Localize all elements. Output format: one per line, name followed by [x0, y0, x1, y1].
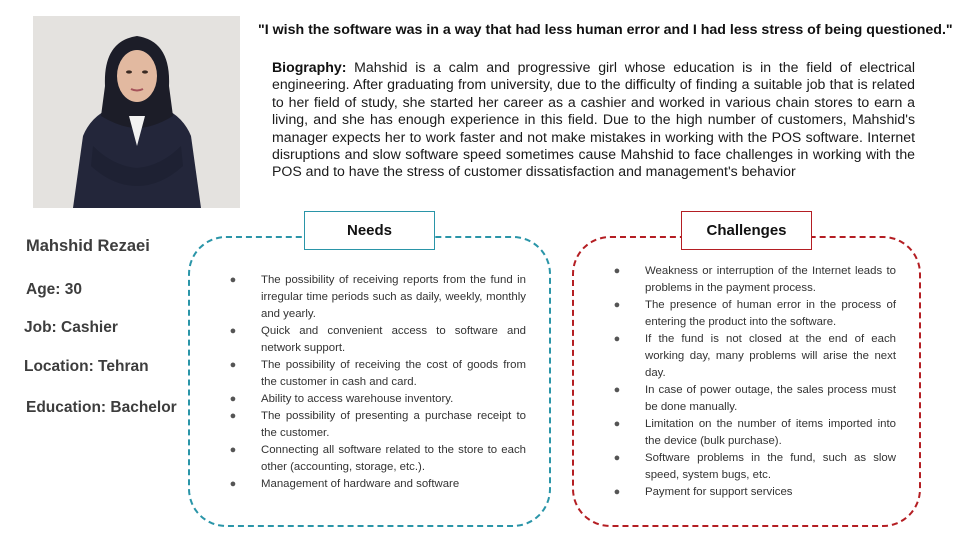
persona-age: Age: 30 — [26, 281, 82, 298]
bullet-icon: ● — [229, 410, 237, 422]
persona-photo — [33, 16, 240, 208]
bullet-icon: ● — [613, 333, 621, 345]
challenges-item: ● The presence of human error in the process of entering the product into the software. — [613, 299, 896, 328]
bullet-icon: ● — [229, 444, 237, 456]
bullet-icon: ● — [229, 274, 237, 286]
bullet-icon: ● — [613, 452, 621, 464]
persona-location: Location: Tehran — [24, 358, 149, 375]
needs-item: ● Ability to access warehouse inventory. — [228, 391, 526, 408]
bullet-icon: ● — [229, 325, 237, 337]
needs-item: ● The possibility of presenting a purchase receipt to the customer. — [229, 410, 526, 439]
bullet-icon: ● — [613, 418, 621, 430]
challenges-item: ● If the fund is not closed at the end of each working day, many problems will arise the next day. — [613, 333, 896, 379]
needs-item: ● The possibility of receiving the cost of goods from the customer in cash and card. — [229, 359, 526, 388]
bullet-icon: ● — [229, 393, 237, 405]
needs-item: ● Connecting all software related to the store to each other (accounting, storage, etc.). — [229, 444, 526, 473]
needs-item: ● Quick and convenient access to software and network support. — [229, 325, 526, 354]
persona-portrait-icon — [33, 16, 240, 208]
biography-label: Biography: — [272, 59, 347, 75]
needs-list — [228, 272, 526, 493]
challenges-item: ● In case of power outage, the sales process must be done manually. — [613, 384, 896, 413]
challenges-item: ● Payment for support services — [612, 484, 896, 501]
biography-text: Mahshid is a calm and progressive girl whose education is in the field of electrical engineering. After graduating from university, due to the difficulty of finding a suitable job that is related to her field of study, she started her career as a cashier and worked in various chain stores to earn a living, and she has enough experience in this field. Due to the high number of customers, Mahshid's manager expects her to work faster and not make mistakes in working with the POS software. Internet disruptions and slow software speed sometimes cause Mahshid to face challenges in working with the POS and to have the stress of customer dissatisfaction and management's behavior — [272, 59, 915, 180]
bullet-icon: ● — [229, 359, 237, 371]
biography — [272, 59, 915, 181]
bullet-icon: ● — [613, 265, 621, 277]
needs-title: Needs — [304, 211, 435, 250]
challenges-list — [612, 263, 896, 501]
challenges-item: ● Software problems in the fund, such as slow speed, system bugs, etc. — [613, 452, 896, 481]
persona-quote: "I wish the software was in a way that had less human error and I had less stress of being questioned." — [258, 22, 953, 38]
persona-name: Mahshid Rezaei — [26, 237, 150, 255]
challenges-item: ● Weakness or interruption of the Internet leads to problems in the payment process. — [613, 265, 896, 294]
bullet-icon: ● — [613, 384, 621, 396]
needs-item: ● Management of hardware and software — [228, 476, 526, 493]
challenges-item: ● Limitation on the number of items imported into the device (bulk purchase). — [613, 418, 896, 447]
persona-job: Job: Cashier — [24, 319, 118, 336]
needs-item: ● The possibility of receiving reports from the fund in irregular time periods such as daily, weekly, monthly and yearly. — [229, 274, 526, 320]
bullet-icon: ● — [229, 478, 237, 490]
persona-education: Education: Bachelor — [26, 399, 177, 416]
bullet-icon: ● — [613, 486, 621, 498]
challenges-title: Challenges — [681, 211, 812, 250]
bullet-icon: ● — [613, 299, 621, 311]
